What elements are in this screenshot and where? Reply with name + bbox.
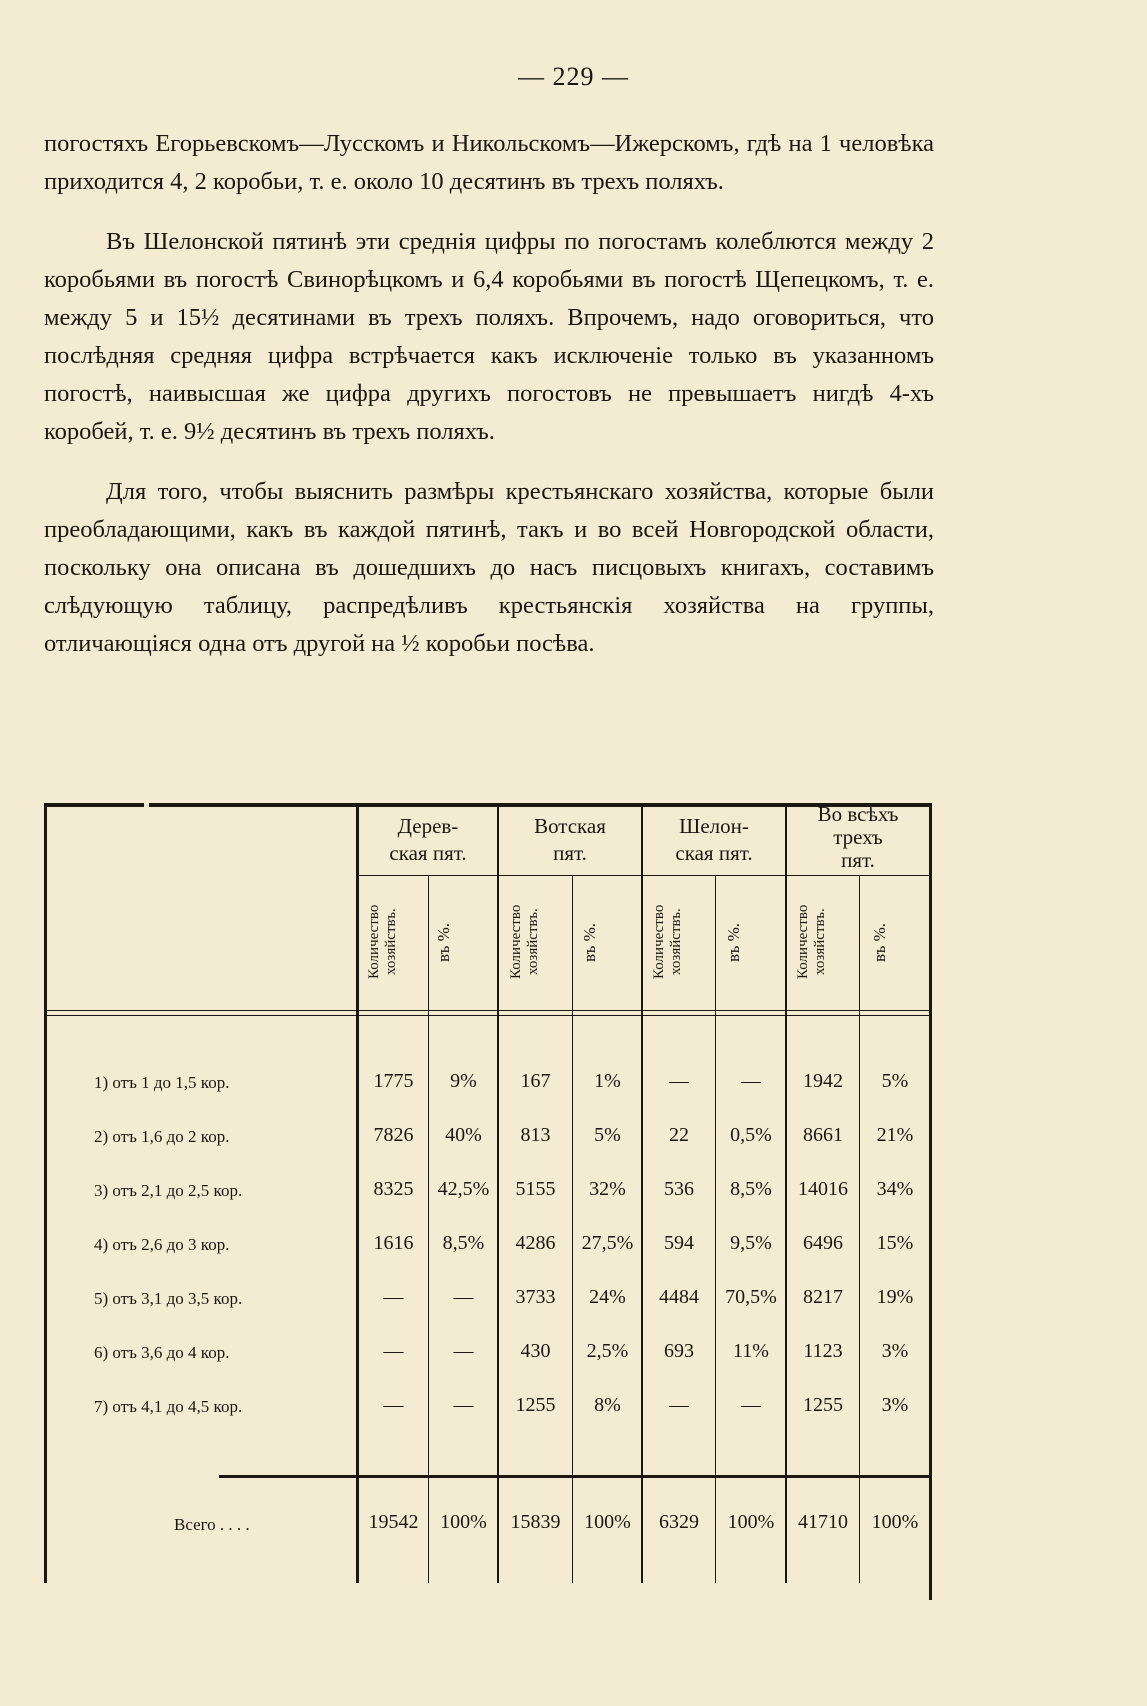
table-cell: 8325 (373, 1178, 414, 1200)
total-cell: 100% (584, 1511, 631, 1533)
group-all: Во всѣхъ трехъ пят. (817, 802, 899, 872)
row-label: 3) отъ 2,1 до 2,5 кор. (94, 1181, 243, 1200)
sub-count-4: Количество хозяйствъ. (795, 904, 828, 980)
table-cell: 8217 (803, 1286, 843, 1308)
paragraph-1: погостяхъ Егорьевскомъ—Лусскомъ и Никольскомъ—Ижерскомъ, гдѣ на 1 человѣка приходится 4, 2 коробьи, т. е. около 10 десятинъ въ трехъ поляхъ. (44, 130, 934, 195)
total-cell: 100% (871, 1511, 919, 1533)
row-label: 5) отъ 3,1 до 3,5 кор. (94, 1289, 243, 1308)
table-cell: 0,5% (730, 1124, 772, 1146)
table-cell: — (453, 1286, 474, 1308)
total-cell: 100% (440, 1511, 487, 1533)
row-label: 6) отъ 3,6 до 4 кор. (94, 1343, 230, 1362)
table-cell: 167 (520, 1070, 551, 1092)
table-cell: 22 (669, 1124, 689, 1146)
total-cell: 6329 (659, 1511, 699, 1533)
table-cell: 536 (664, 1178, 694, 1200)
table-cell: 42,5% (437, 1178, 490, 1200)
table-cell: 21% (876, 1124, 914, 1146)
table-cell: — (383, 1286, 404, 1308)
table-cell: — (383, 1340, 404, 1362)
table-cell: 24% (589, 1286, 626, 1308)
table-cell: 15% (876, 1232, 914, 1254)
total-cell: 41710 (798, 1511, 848, 1533)
table-cell: — (453, 1394, 474, 1416)
table-cell: 1616 (373, 1232, 414, 1254)
table-cell: 4484 (659, 1286, 699, 1308)
row-label: 2) отъ 1,6 до 2 кор. (94, 1127, 230, 1146)
table-cell: 8,5% (730, 1178, 772, 1200)
table-cell: 1942 (803, 1070, 843, 1092)
table-cell: 1255 (803, 1394, 843, 1416)
table-cell: — (669, 1070, 689, 1092)
table-cell: 2,5% (586, 1340, 629, 1362)
table-cell: 11% (733, 1340, 769, 1362)
table-cell: 4286 (515, 1232, 556, 1254)
sub-count-2: Количество хозяйствъ. (508, 904, 541, 980)
table-cell: — (453, 1340, 474, 1362)
sub-count-1: Количество хозяйствъ. (366, 904, 399, 980)
table-cell: 8% (594, 1394, 621, 1416)
sub-pct-2: въ %. (580, 922, 599, 962)
table-cell: — (383, 1394, 404, 1416)
table-cell: 1255 (515, 1394, 556, 1416)
table-cell: 27,5% (581, 1232, 634, 1254)
table-cell: 34% (876, 1178, 914, 1200)
table-cell: 3733 (515, 1286, 556, 1308)
row-label: 1) отъ 1 до 1,5 кор. (94, 1073, 230, 1092)
table-cell: 32% (589, 1178, 626, 1200)
paragraph-2: Въ Шелонской пятинѣ эти среднія цифры по погостамъ колеблются между 2 коробьями въ погостѣ Свинорѣцкомъ и 6,4 коробьями въ погостѣ Щепецкомъ, т. е. между 5 и 15½ десятинами въ трехъ поляхъ. Впрочемъ, надо оговориться, что послѣдняя средняя цифра встрѣчается какъ исключеніе только въ указанномъ погостѣ, наивысшая же цифра другихъ погостовъ не превышаетъ нигдѣ 4-хъ коробей, т. е. 9½ десятинъ въ трехъ поляхъ. (44, 228, 934, 445)
table-cell: — (741, 1070, 761, 1092)
table-cell: 8,5% (442, 1232, 485, 1254)
group-shelonskaya: Шелон- ская пят. (675, 814, 753, 865)
table-cell: 693 (664, 1340, 694, 1362)
table-cell: 5155 (515, 1178, 556, 1200)
table-cell: 813 (520, 1124, 551, 1146)
table-cell: 1123 (803, 1340, 843, 1362)
table-cell: 3% (881, 1394, 909, 1416)
table-cell: 5% (881, 1070, 909, 1092)
table-cell: — (741, 1394, 761, 1416)
households-table (44, 803, 932, 1600)
row-label: 4) отъ 2,6 до 3 кор. (94, 1235, 230, 1254)
sub-pct-1: въ %. (434, 922, 453, 962)
table-cell: 70,5% (725, 1286, 777, 1308)
table-cell: 6496 (803, 1232, 843, 1254)
total-label: Всего . . . . (174, 1515, 250, 1534)
paragraph-3: Для того, чтобы выяснить размѣры крестьянскаго хозяйства, которые были преобладающими, какъ въ каждой пятинѣ, такъ и во всей Новгородской области, поскольку она описана въ дошедшихъ до насъ писцовыхъ книгахъ, составимъ слѣдующую таблицу, распредѣливъ крестьянскія хозяйства на группы, отличающіяся одна отъ другой на ½ коробьи посѣва. (44, 478, 934, 657)
table-cell: 14016 (798, 1178, 848, 1200)
sub-pct-4: въ %. (870, 922, 889, 962)
table-cell: 594 (664, 1232, 694, 1254)
group-votskaya: Вотская пят. (534, 814, 606, 865)
total-cell: 19542 (368, 1511, 419, 1533)
table-cell: 9% (450, 1070, 477, 1092)
total-cell: 15839 (510, 1511, 561, 1533)
table-cell: 3% (881, 1340, 909, 1362)
group-derevskaya: Дерев- ская пят. (389, 814, 467, 865)
sub-pct-3: въ %. (724, 922, 743, 962)
row-label: 7) отъ 4,1 до 4,5 кор. (94, 1397, 243, 1416)
body-text (44, 125, 934, 685)
table-cell: 1% (594, 1070, 621, 1092)
table-cell: — (669, 1394, 689, 1416)
table-cell: 7826 (373, 1124, 414, 1146)
page-number: — 229 — (518, 62, 629, 91)
table-cell: 5% (594, 1124, 621, 1146)
table-cell: 40% (445, 1124, 482, 1146)
table-cell: 8661 (803, 1124, 843, 1146)
table-cell: 9,5% (730, 1232, 772, 1254)
table-cell: 1775 (373, 1070, 414, 1092)
sub-count-3: Количество хозяйствъ. (651, 904, 684, 980)
total-cell: 100% (727, 1511, 775, 1533)
table-cell: 19% (876, 1286, 914, 1308)
table-cell: 430 (520, 1340, 551, 1362)
